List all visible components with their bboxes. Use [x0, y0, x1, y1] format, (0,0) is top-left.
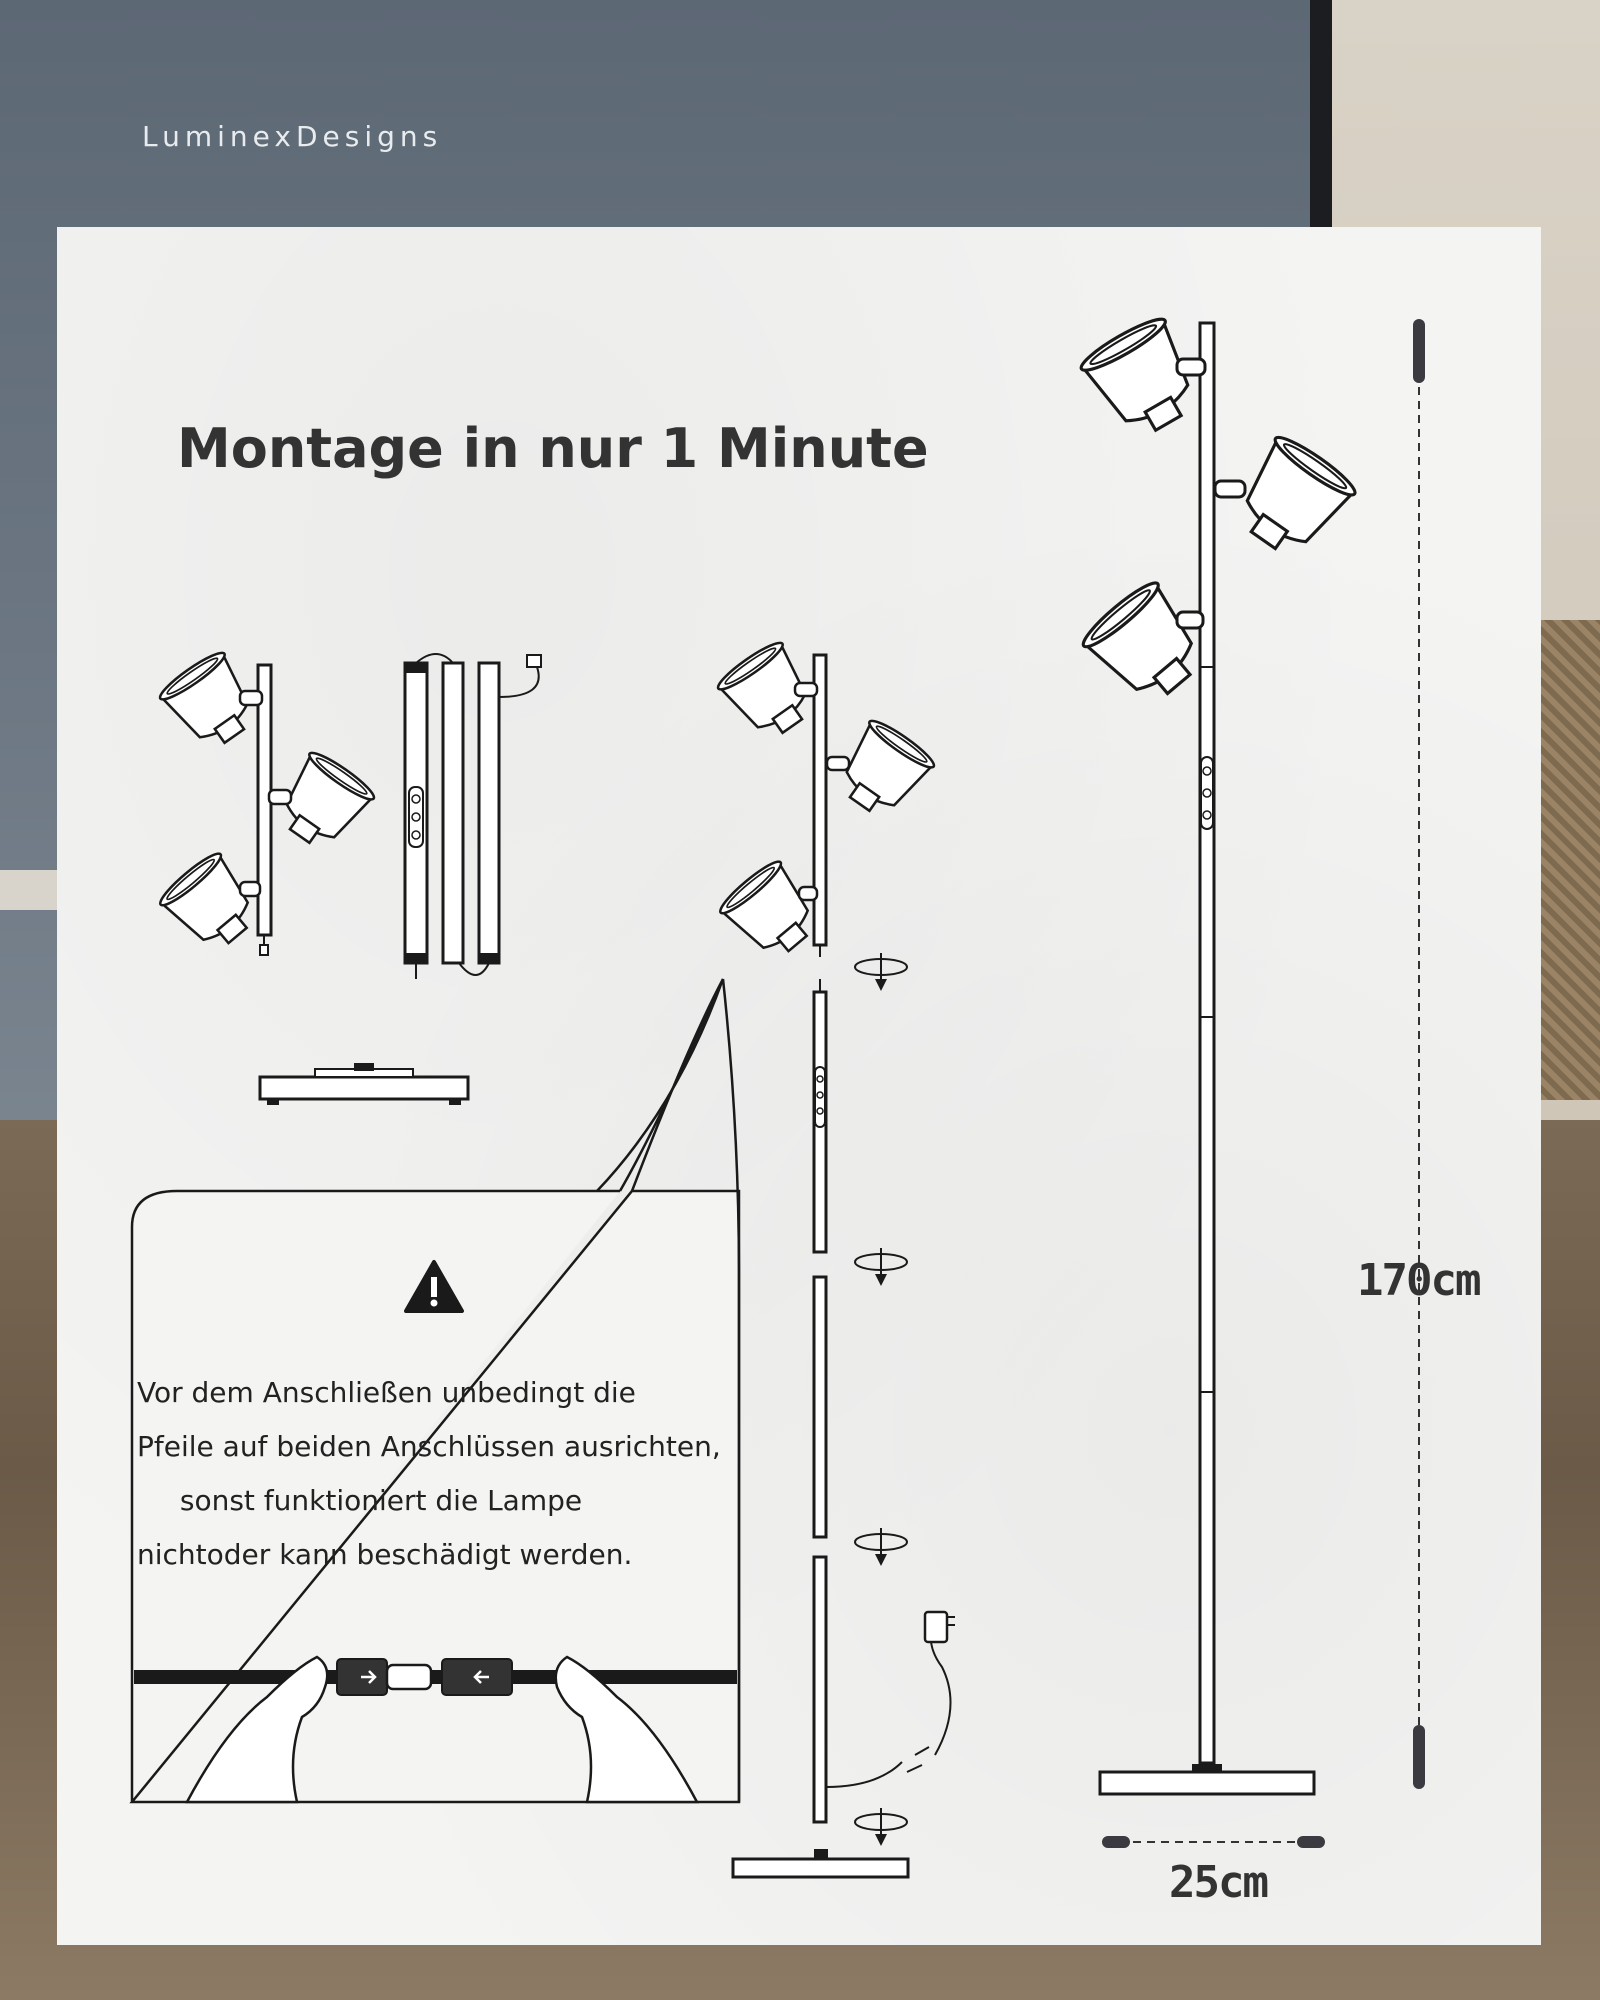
exploded-assembly-diagram: [714, 637, 955, 1877]
warning-message: [137, 1366, 721, 1582]
warning-line: Pfeile auf beiden Anschlüssen ausrichten,: [137, 1430, 721, 1463]
warning-line: sonst funktioniert die Lampe: [179, 1484, 583, 1517]
height-dimension-marker: [1413, 319, 1425, 1789]
page-title: Montage in nur 1 Minute: [177, 417, 929, 480]
assembled-lamp-diagram: [1077, 312, 1360, 1794]
lamp-base-diagram: [260, 1063, 468, 1105]
pole-sections-diagram: [405, 654, 541, 979]
assembly-illustration: [57, 227, 1541, 1945]
instruction-panel: [57, 227, 1541, 1945]
background-basket: [1540, 620, 1600, 1100]
width-dimension-label: 25cm: [1169, 1857, 1267, 1908]
height-dimension-label: 170cm: [1357, 1255, 1480, 1306]
warning-line: nichtoder kann beschädigt werden.: [137, 1538, 633, 1571]
warning-line: Vor dem Anschließen unbedingt die: [137, 1376, 636, 1409]
width-dimension-marker: [1102, 1836, 1325, 1848]
brand-logo-text: LuminexDesigns: [142, 120, 443, 153]
lamp-head-section-diagram: [156, 647, 378, 960]
